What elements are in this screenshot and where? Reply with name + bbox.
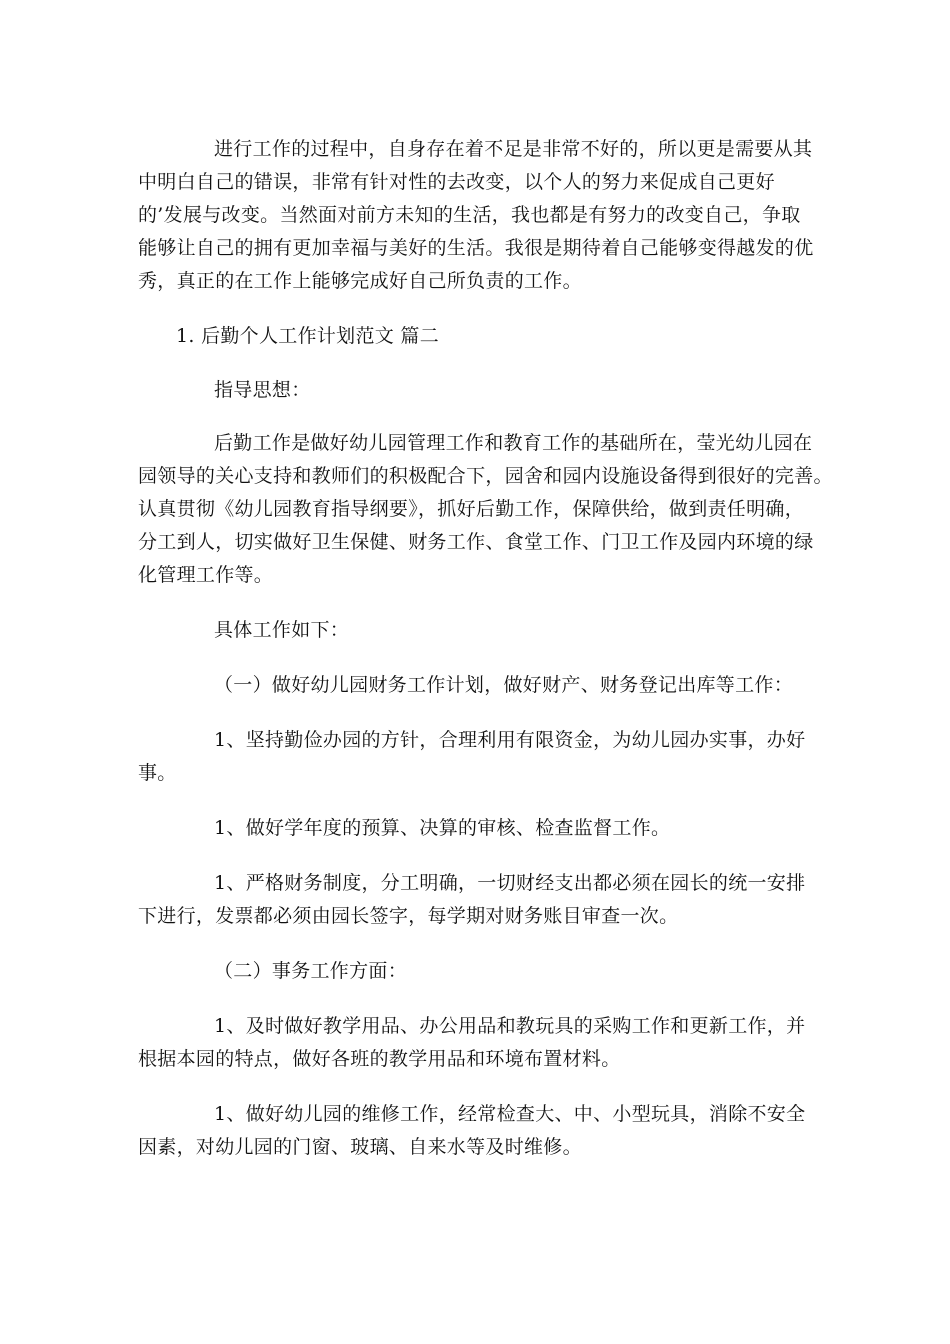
text-line: 1、坚持勤俭办园的方针，合理利用有限资金，为幼儿园办实事，办好 (214, 729, 806, 751)
text-line: 中明白自己的错误，非常有针对性的去改变，以个人的努力来促成自己更好 (138, 171, 775, 193)
paragraph-affairs-heading (138, 955, 828, 988)
paragraph-item (138, 867, 828, 933)
text-line: 认真贯彻《幼儿园教育指导纲要》，抓好后勤工作，保障供给，做到责任明确， (138, 498, 805, 520)
text-line: 分工到人，切实做好卫生保健、财务工作、食堂工作、门卫工作及园内环境的绿 (138, 531, 814, 553)
text-line: 指导思想： (214, 379, 311, 401)
text-line: 园领导的关心支持和教师们的积极配合下，园舍和园内设施设备得到很好的完善。 (138, 465, 833, 487)
text-line: 具体工作如下： (214, 619, 350, 641)
text-line: 能够让自己的拥有更加幸福与美好的生活。我很是期待着自己能够变得越发的优 (138, 237, 814, 259)
text-line: 下进行，发票都必须由园长签字，每学期对财务账目审查一次。 (138, 905, 679, 927)
paragraph-item (138, 724, 828, 790)
heading-text: 1. 后勤个人工作计划范文 篇二 (176, 325, 440, 347)
text-line: 事。 (138, 762, 177, 784)
paragraph-item (138, 1010, 828, 1076)
text-line: 1、做好幼儿园的维修工作，经常检查大、中、小型玩具，消除不安全 (214, 1103, 806, 1125)
text-line: 进行工作的过程中，自身存在着不足是非常不好的，所以更是需要从其 (214, 138, 813, 160)
paragraph-guiding-body (138, 427, 833, 592)
text-line: 因素，对幼儿园的门窗、玻璃、自来水等及时维修。 (138, 1136, 582, 1158)
text-line: 的’发展与改变。当然面对前方未知的生活，我也都是有努力的改变自己，争取 (138, 204, 801, 226)
text-line: 根据本园的特点，做好各班的教学用品和环境布置材料。 (138, 1048, 621, 1070)
paragraph-item (138, 812, 828, 845)
text-line: （二）事务工作方面： (214, 960, 408, 982)
text-line: 1、严格财务制度，分工明确，一切财经支出都必须在园长的统一安排 (214, 872, 806, 894)
section-heading (138, 320, 828, 353)
text-line: 1、及时做好教学用品、办公用品和教玩具的采购工作和更新工作，并 (214, 1015, 806, 1037)
text-line: （一）做好幼儿园财务工作计划，做好财产、财务登记出库等工作： (214, 674, 794, 696)
text-line: 化管理工作等。 (138, 564, 274, 586)
paragraph-item (138, 1098, 828, 1164)
paragraph-details-label (138, 614, 828, 647)
text-line: 后勤工作是做好幼儿园管理工作和教育工作的基础所在，莹光幼儿园在 (214, 432, 813, 454)
paragraph-intro (138, 133, 828, 298)
text-line: 1、做好学年度的预算、决算的审核、检查监督工作。 (214, 817, 671, 839)
paragraph-finance-heading (138, 669, 828, 702)
text-line: 秀，真正的在工作上能够完成好自己所负责的工作。 (138, 270, 582, 292)
paragraph-guiding-label (138, 374, 828, 407)
